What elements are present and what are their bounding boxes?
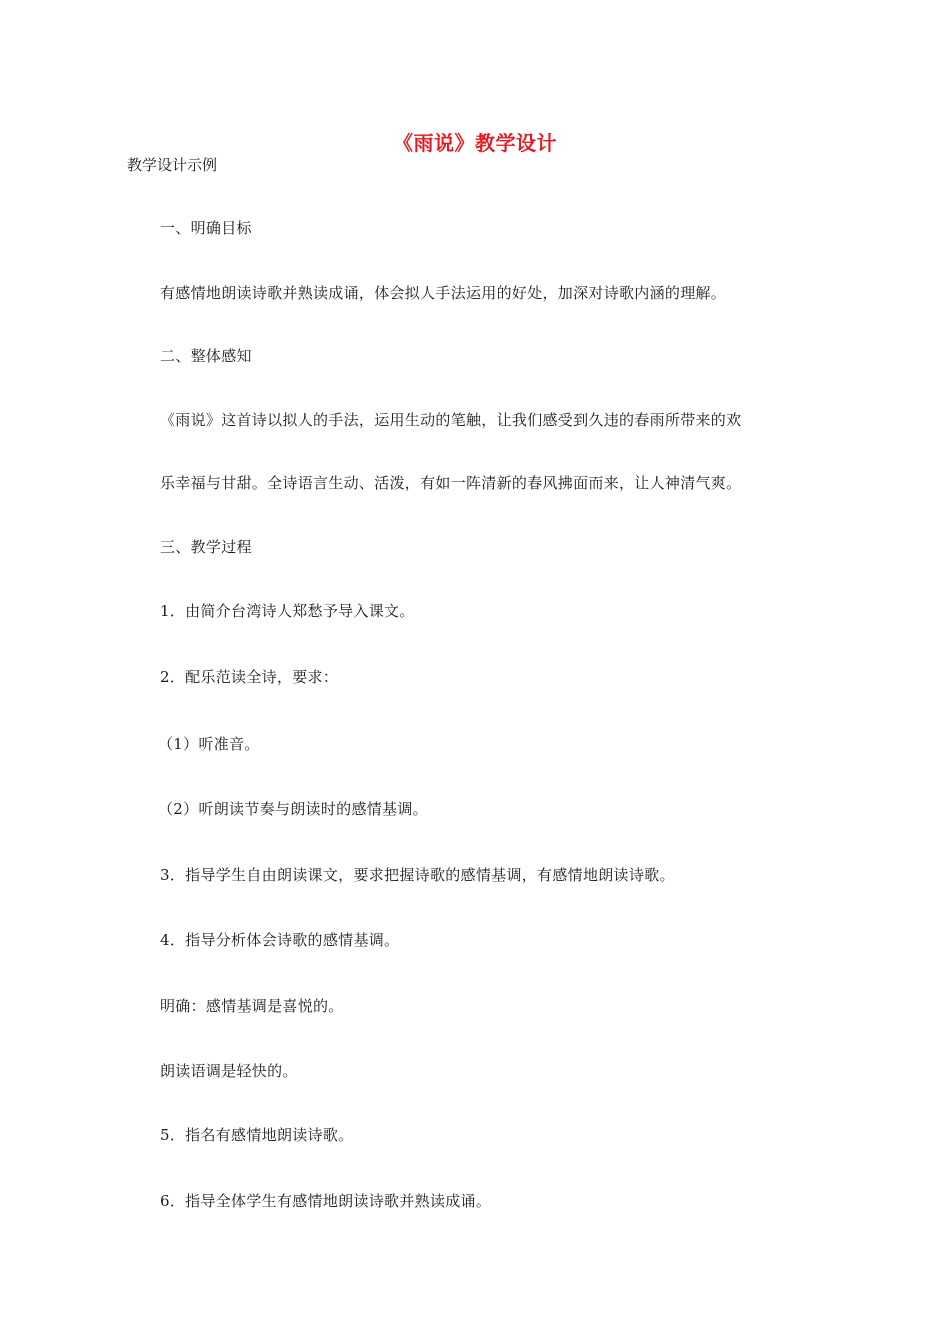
list-item: 4．指导分析体会诗歌的感情基调。 — [160, 931, 400, 949]
paragraph-overview-line-1: 《雨说》这首诗以拟人的手法，运用生动的笔触，让我们感受到久违的春雨所带来的欢 — [160, 411, 742, 429]
page-title: 《雨说》教学设计 — [393, 131, 557, 155]
section-heading-goals: 一、明确目标 — [160, 219, 252, 237]
list-item: 2．配乐范读全诗，要求： — [160, 668, 339, 686]
section-heading-process: 三、教学过程 — [160, 538, 252, 556]
list-item: 1．由简介台湾诗人郑愁予导入课文。 — [160, 602, 415, 620]
list-item: 6．指导全体学生有感情地朗读诗歌并熟读成诵。 — [160, 1192, 492, 1210]
section-heading-overview: 二、整体感知 — [160, 347, 252, 365]
list-item: 3．指导学生自由朗读课文，要求把握诗歌的感情基调，有感情地朗读诗歌。 — [160, 866, 675, 884]
sub-list-item: （2）听朗读节奏与朗读时的感情基调。 — [158, 800, 428, 818]
sub-list-item: （1）听准音。 — [158, 735, 260, 753]
paragraph-goals: 有感情地朗读诗歌并熟读成诵，体会拟人手法运用的好处，加深对诗歌内涵的理解。 — [160, 284, 727, 302]
paragraph-clarify: 明确：感情基调是喜悦的。 — [160, 997, 344, 1015]
paragraph-overview-line-2: 乐幸福与甘甜。全诗语言生动、活泼，有如一阵清新的春风拂面而来，让人神清气爽。 — [160, 474, 742, 492]
list-item: 5．指名有感情地朗读诗歌。 — [160, 1126, 354, 1144]
document-subtitle: 教学设计示例 — [127, 156, 218, 174]
paragraph-tone: 朗读语调是轻快的。 — [160, 1062, 298, 1080]
